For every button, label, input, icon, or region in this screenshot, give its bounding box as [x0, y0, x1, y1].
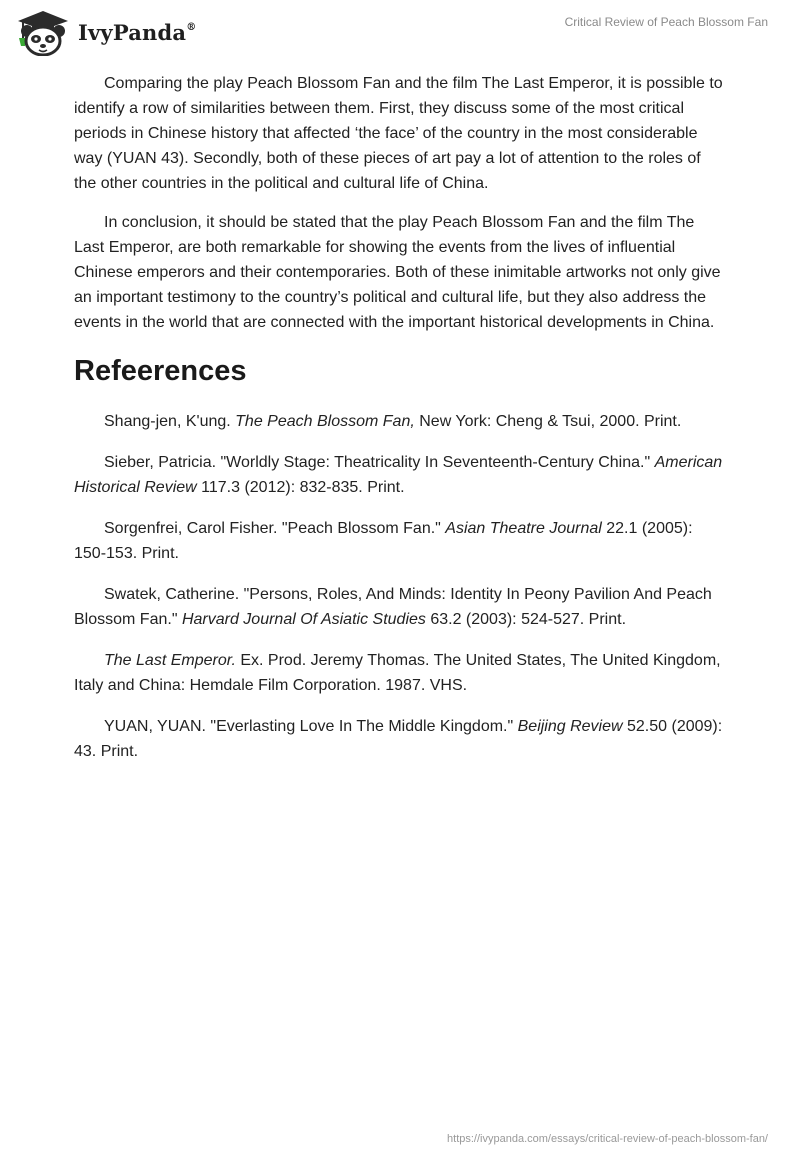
- page-header: [0, 0, 800, 62]
- reference-item: The Last Emperor. Ex. Prod. Jeremy Thomas. The United States, The United Kingdom, Italy and China: Hemdale Film Corporation. 1987. VHS.: [74, 652, 721, 694]
- panda-graduation-icon: [14, 8, 72, 56]
- body-paragraph: Comparing the play Peach Blossom Fan and the film The Last Emperor, it is possible to identify a row of similarities between them. First, they discuss some of the most critical periods in Chinese history that affected ‘the face’ of the country in the most considerable way (YUAN 43). Secondly, both of these pieces of art pay a lot of attention to the roles of the other countries in the political and cultural life of China.: [74, 75, 723, 192]
- ivypanda-logo[interactable]: [14, 8, 196, 56]
- reference-item: Swatek, Catherine. "Persons, Roles, And Minds: Identity In Peony Pavilion And Peach Blossom Fan." Harvard Journal Of Asiatic Studies 63.2 (2003): 524-527. Print.: [74, 586, 712, 628]
- source-url[interactable]: https://ivypanda.com/essays/critical-review-of-peach-blossom-fan/: [447, 1133, 768, 1145]
- reference-item: Shang-jen, K'ung. The Peach Blossom Fan, New York: Cheng & Tsui, 2000. Print.: [104, 413, 682, 430]
- reference-item: Sieber, Patricia. "Worldly Stage: Theatricality In Seventeenth-Century China." American Historical Review 117.3 (2012): 832-835. Print.: [74, 454, 723, 496]
- reference-item: Sorgenfrei, Carol Fisher. "Peach Blossom Fan." Asian Theatre Journal 22.1 (2005): 150-153. Print.: [74, 520, 693, 562]
- essay-content: [74, 71, 724, 780]
- body-paragraph: In conclusion, it should be stated that the play Peach Blossom Fan and the film The Last Emperor, are both remarkable for showing the events from the lives of influential Chinese emperors and their contemporaries. Both of these inimitable artworks not only give an important testimony to the country’s political and cultural life, but they also address the events in the world that are connected with the important historical developments in China.: [74, 214, 721, 331]
- references-heading: Refeerences: [74, 355, 247, 387]
- document-title: Critical Review of Peach Blossom Fan: [564, 15, 768, 29]
- reference-item: YUAN, YUAN. "Everlasting Love In The Middle Kingdom." Beijing Review 52.50 (2009): 43. Print.: [74, 718, 723, 760]
- brand-name: IvyPanda®: [78, 19, 197, 45]
